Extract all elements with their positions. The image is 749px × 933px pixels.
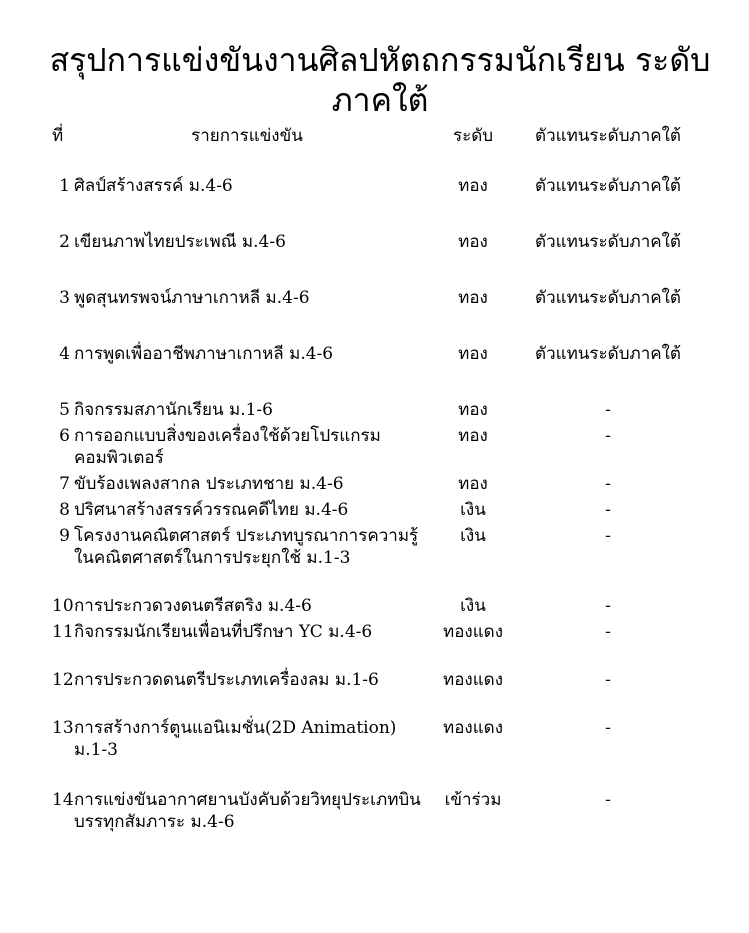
row-rep: -: [605, 474, 611, 494]
table-row: [52, 425, 692, 473]
row-level: ทองแดง: [442, 718, 503, 738]
table-header-row: [52, 125, 692, 175]
row-no: 6: [59, 426, 70, 446]
table-row: [52, 499, 692, 525]
row-rep: ตัวแทนระดับภาคใต้: [535, 344, 681, 364]
header-rep: ตัวแทนระดับภาคใต้: [535, 126, 681, 146]
table-row: [52, 287, 692, 343]
row-rep: -: [605, 526, 611, 546]
row-rep: -: [605, 596, 611, 616]
row-no: 13: [52, 718, 74, 738]
row-rep: -: [605, 670, 611, 690]
row-name: การประกวดวงดนตรีสตริง ม.4-6: [74, 596, 312, 616]
table-row: [52, 717, 692, 789]
row-rep: ตัวแทนระดับภาคใต้: [535, 288, 681, 308]
row-name: ปริศนาสร้างสรรค์วรรณคดีไทย ม.4-6: [74, 500, 349, 520]
row-name: ขับร้องเพลงสากล ประเภทชาย ม.4-6: [74, 474, 344, 494]
row-level: ทอง: [458, 232, 488, 252]
row-name: การสร้างการ์ตูนแอนิเมชั่น(2D Animation) ม.1-3: [74, 718, 397, 760]
row-level: เงิน: [460, 526, 486, 546]
row-name: การประกวดดนตรีประเภทเครื่องลม ม.1-6: [74, 670, 379, 690]
row-no: 2: [59, 232, 70, 252]
row-no: 7: [59, 474, 70, 494]
row-level: ทอง: [458, 400, 488, 420]
header-level: ระดับ: [452, 126, 494, 146]
row-rep: -: [605, 718, 611, 738]
row-no: 3: [59, 288, 70, 308]
table-row: [52, 525, 692, 595]
row-name: โครงงานคณิตศาสตร์ ประเภทบูรณาการความรู้ในคณิตศาสตร์ในการประยุกใช้ ม.1-3: [74, 526, 419, 568]
row-name: กิจกรรมนักเรียนเพื่อนที่ปรึกษา YC ม.4-6: [74, 622, 373, 642]
row-no: 4: [59, 344, 70, 364]
header-no: ที่: [52, 126, 64, 146]
row-name: การออกแบบสิ่งของเครื่องใช้ด้วยโปรแกรมคอมพิวเตอร์: [74, 426, 381, 468]
header-name: รายการแข่งขัน: [191, 126, 303, 146]
row-rep: -: [605, 400, 611, 420]
row-level: เข้าร่วม: [444, 790, 502, 810]
row-no: 8: [59, 500, 70, 520]
table-row: [52, 399, 692, 425]
table-row: [52, 473, 692, 499]
table-row: [52, 595, 692, 621]
row-no: 5: [59, 400, 70, 420]
row-no: 14: [52, 790, 74, 810]
row-rep: -: [605, 426, 611, 446]
row-level: เงิน: [460, 500, 486, 520]
row-name: เขียนภาพไทยประเพณี ม.4-6: [74, 232, 286, 252]
row-level: ทอง: [458, 176, 488, 196]
row-no: 10: [52, 596, 74, 616]
row-name: พูดสุนทรพจน์ภาษาเกาหลี ม.4-6: [74, 288, 310, 308]
row-no: 1: [59, 176, 70, 196]
row-no: 9: [59, 526, 70, 546]
table-row: [52, 621, 692, 669]
results-table: [52, 125, 692, 837]
table-row: [52, 789, 692, 837]
row-level: ทอง: [458, 344, 488, 364]
row-level: ทอง: [458, 288, 488, 308]
row-name: การแข่งขันอากาศยานบังคับด้วยวิทยุประเภทบินบรรทุกสัมภาระ ม.4-6: [74, 790, 421, 832]
row-name: ศิลป์สร้างสรรค์ ม.4-6: [74, 176, 233, 196]
row-level: เงิน: [460, 596, 486, 616]
page-title: สรุปการแข่งขันงานศิลปหัตถกรรมนักเรียน ระดับภาคใต้: [49, 41, 711, 119]
row-no: 11: [52, 622, 74, 642]
row-level: ทอง: [458, 426, 488, 446]
table-row: [52, 343, 692, 399]
row-rep: -: [605, 622, 611, 642]
row-rep: ตัวแทนระดับภาคใต้: [535, 176, 681, 196]
row-no: 12: [52, 670, 74, 690]
row-rep: -: [605, 500, 611, 520]
row-rep: -: [605, 790, 611, 810]
table-row: [52, 175, 692, 231]
row-rep: ตัวแทนระดับภาคใต้: [535, 232, 681, 252]
row-name: กิจกรรมสภานักเรียน ม.1-6: [74, 400, 273, 420]
row-level: ทองแดง: [442, 670, 503, 690]
row-level: ทอง: [458, 474, 488, 494]
table-row: [52, 231, 692, 287]
row-name: การพูดเพื่ออาชีพภาษาเกาหลี ม.4-6: [74, 344, 334, 364]
row-level: ทองแดง: [442, 622, 503, 642]
table-row: [52, 669, 692, 717]
